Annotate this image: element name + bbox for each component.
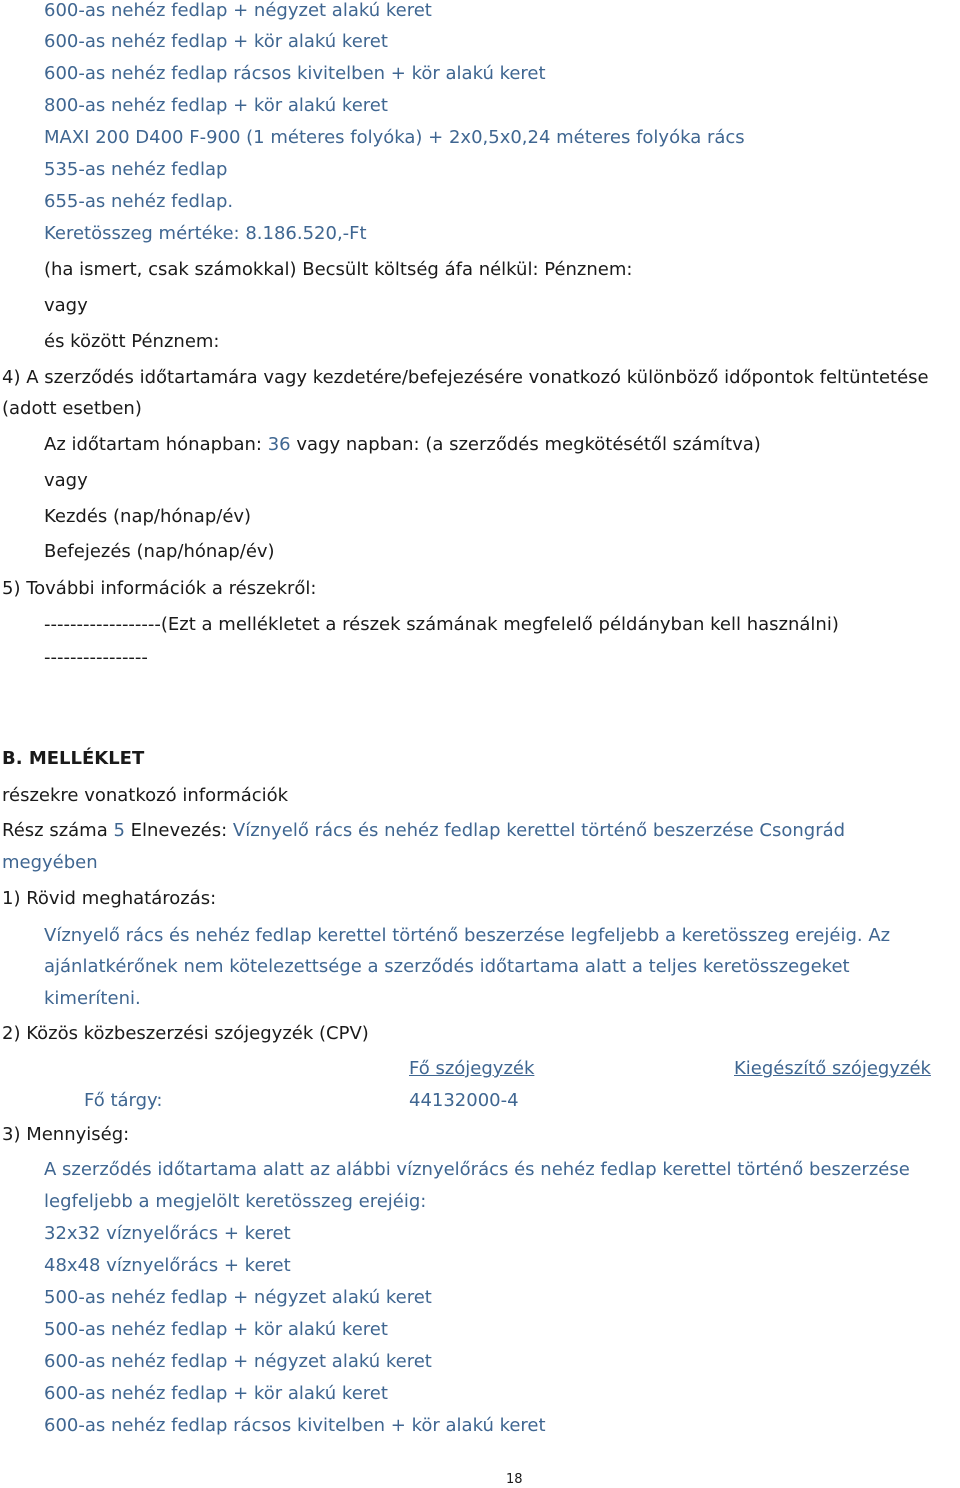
- duration-prefix: Az időtartam hónapban:: [44, 434, 268, 455]
- annex-subtitle: részekre vonatkozó információk: [2, 785, 289, 806]
- quantity-item: 500-as nehéz fedlap + kör alakú keret: [44, 1319, 388, 1340]
- or-text: vagy: [44, 470, 88, 491]
- part-line: [2, 820, 845, 842]
- supp-vocab-header: Kiegészítő szójegyzék: [734, 1058, 931, 1079]
- between-line: és között Pénznem:: [44, 331, 220, 352]
- quantity-item: 32x32 víznyelőrács + keret: [44, 1223, 291, 1244]
- quantity-item: 600-as nehéz fedlap + négyzet alakú keret: [44, 1351, 432, 1372]
- top-item: MAXI 200 D400 F-900 (1 méteres folyóka) + 2x0,5x0,24 méteres folyóka rács: [44, 127, 745, 148]
- duration-months: 36: [267, 434, 291, 455]
- annex-note-dashes: ----------------: [44, 647, 148, 668]
- part-name-cont: megyében: [2, 852, 98, 873]
- main-vocab-header: Fő szójegyzék: [409, 1058, 535, 1079]
- quantity-item: 48x48 víznyelőrács + keret: [44, 1255, 291, 1276]
- part-number: 5: [113, 820, 125, 841]
- frame-amount: Keretösszeg mértéke: 8.186.520,-Ft: [44, 223, 367, 244]
- section4-heading-cont: (adott esetben): [2, 398, 142, 419]
- name-prefix: Elnevezés:: [124, 820, 233, 841]
- quantity-item: 500-as nehéz fedlap + négyzet alakú keret: [44, 1287, 432, 1308]
- part-name: Víznyelő rács és nehéz fedlap kerettel történő beszerzése Csongrád: [232, 820, 846, 841]
- annex-note: ------------------(Ezt a mellékletet a részek számának megfelelő példányban kell használni): [44, 614, 839, 635]
- quantity-item: 600-as nehéz fedlap rácsos kivitelben + kör alakú keret: [44, 1415, 546, 1436]
- duration-suffix: vagy napban: (a szerződés megkötésétől számítva): [290, 434, 761, 455]
- top-item: 600-as nehéz fedlap rácsos kivitelben + kör alakú keret: [44, 63, 546, 84]
- short-desc-line: Víznyelő rács és nehéz fedlap kerettel történő beszerzése legfeljebb a keretösszeg erejéig. Az: [44, 925, 891, 946]
- quantity-intro: A szerződés időtartama alatt az alábbi víznyelőrács és nehéz fedlap kerettel történő beszerzése: [44, 1159, 910, 1180]
- duration-line: [44, 434, 761, 456]
- or-text: vagy: [44, 295, 88, 316]
- short-desc-line: kimeríteni.: [44, 988, 141, 1009]
- quantity-intro-cont: legfeljebb a megjelölt keretösszeg erejéig:: [44, 1191, 427, 1212]
- section4-heading: 4) A szerződés időtartamára vagy kezdetére/befejezésére vonatkozó különböző időpontok feltüntetése: [2, 367, 929, 388]
- quantity-item: 600-as nehéz fedlap + kör alakú keret: [44, 1383, 388, 1404]
- estimate-line: (ha ismert, csak számokkal) Becsült költség áfa nélkül: Pénznem:: [44, 259, 633, 280]
- top-item: 600-as nehéz fedlap + négyzet alakú keret: [44, 0, 432, 21]
- main-object-label: Fő tárgy:: [84, 1090, 163, 1111]
- cpv-heading: 2) Közös közbeszerzési szójegyzék (CPV): [2, 1023, 369, 1044]
- short-desc-heading: 1) Rövid meghatározás:: [2, 888, 217, 909]
- top-item: 535-as nehéz fedlap: [44, 159, 228, 180]
- part-prefix: Rész száma: [2, 820, 114, 841]
- short-desc-line: ajánlatkérőnek nem kötelezettsége a szerződés időtartama alatt a teljes keretösszegeket: [44, 956, 850, 977]
- main-object-code: 44132000-4: [409, 1090, 519, 1111]
- page-number: 18: [506, 1472, 523, 1487]
- top-item: 655-as nehéz fedlap.: [44, 191, 234, 212]
- end-date: Befejezés (nap/hónap/év): [44, 541, 275, 562]
- annex-title: B. MELLÉKLET: [2, 748, 145, 769]
- top-item: 600-as nehéz fedlap + kör alakú keret: [44, 31, 388, 52]
- start-date: Kezdés (nap/hónap/év): [44, 506, 252, 527]
- quantity-heading: 3) Mennyiség:: [2, 1124, 130, 1145]
- top-item: 800-as nehéz fedlap + kör alakú keret: [44, 95, 388, 116]
- section5-heading: 5) További információk a részekről:: [2, 578, 317, 599]
